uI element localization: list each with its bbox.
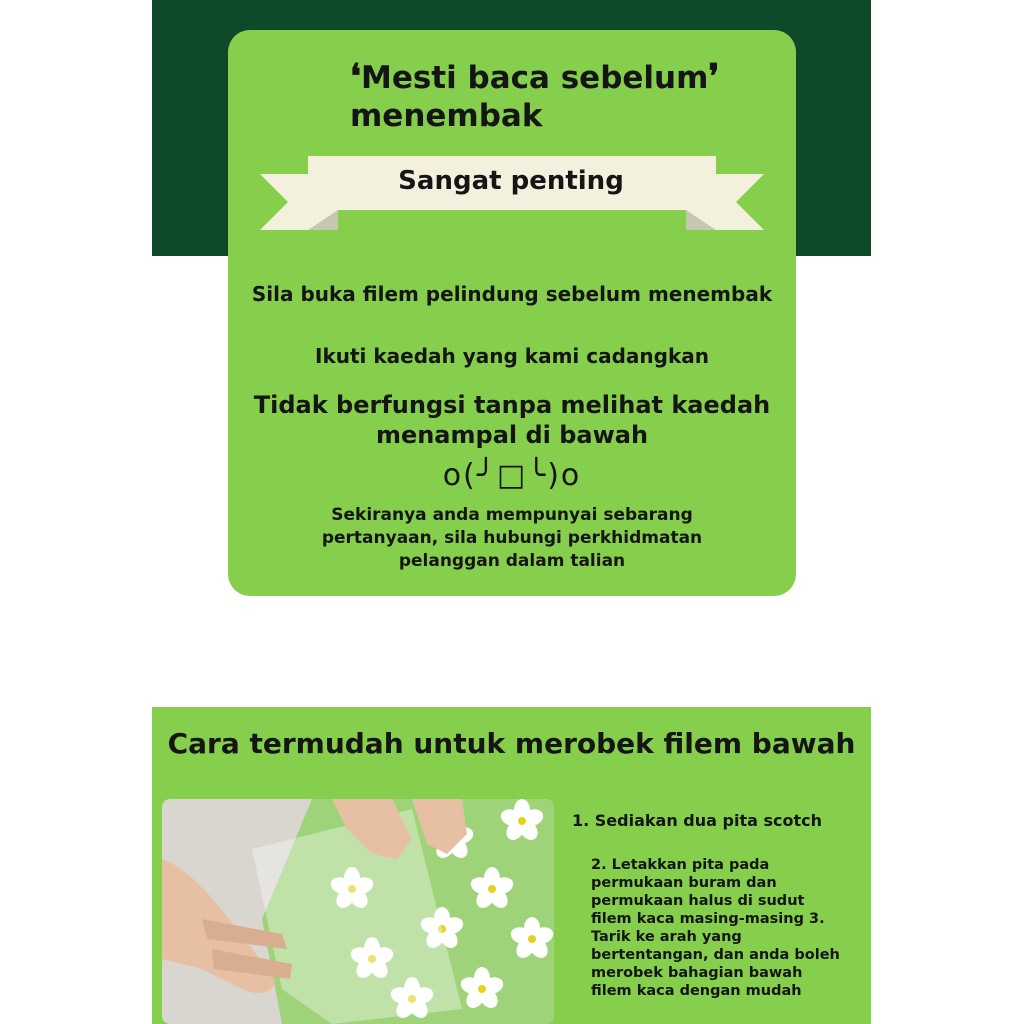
step-line: permukaan halus di sudut bbox=[591, 893, 805, 909]
step-line: permukaan buram dan bbox=[591, 875, 777, 891]
step-line: Tarik ke arah yang bbox=[591, 929, 742, 945]
open-quote-icon: ❛ bbox=[350, 57, 361, 97]
instruction-follow-method: Ikuti kaedah yang kami cadangkan bbox=[315, 344, 709, 368]
notice-title-line-1: Mesti baca sebelum bbox=[360, 60, 709, 96]
close-quote-icon: ❜ bbox=[708, 57, 720, 97]
notice-card bbox=[228, 30, 796, 596]
warning-text bbox=[228, 390, 796, 450]
contact-line-3: pelanggan dalam talian bbox=[398, 551, 626, 571]
contact-line-2: pertanyaan, sila hubungi perkhidmatan bbox=[321, 528, 703, 548]
step-line: 2. Letakkan pita pada bbox=[591, 857, 770, 873]
step-line: filem kaca masing-masing 3. bbox=[591, 911, 825, 927]
step-1: 1. Sediakan dua pita scotch bbox=[572, 811, 822, 830]
emoticon: o(╯□╰)o bbox=[442, 458, 582, 493]
guide-panel bbox=[152, 707, 871, 1024]
instruction-remove-film: Sila buka filem pelindung sebelum menembak bbox=[251, 282, 773, 306]
step-line: bertentangan, dan anda boleh bbox=[591, 947, 840, 963]
ribbon-label: Sangat penting bbox=[398, 166, 624, 196]
step-line: filem kaca dengan mudah bbox=[591, 983, 802, 999]
guide-title: Cara termudah untuk merobek filem bawah bbox=[167, 727, 856, 760]
notice-title bbox=[350, 58, 770, 135]
notice-title-line-2: menembak bbox=[350, 98, 543, 134]
step-line: merobek bahagian bawah bbox=[591, 965, 803, 981]
contact-line-1: Sekiranya anda mempunyai sebarang bbox=[331, 505, 693, 525]
contact-note bbox=[228, 504, 796, 573]
warning-line-2: menampal di bawah bbox=[375, 421, 649, 449]
warning-line-1: Tidak berfungsi tanpa melihat kaedah bbox=[253, 391, 771, 419]
hands-peeling-film-photo bbox=[162, 799, 554, 1024]
steps-2-3 bbox=[591, 856, 867, 1000]
